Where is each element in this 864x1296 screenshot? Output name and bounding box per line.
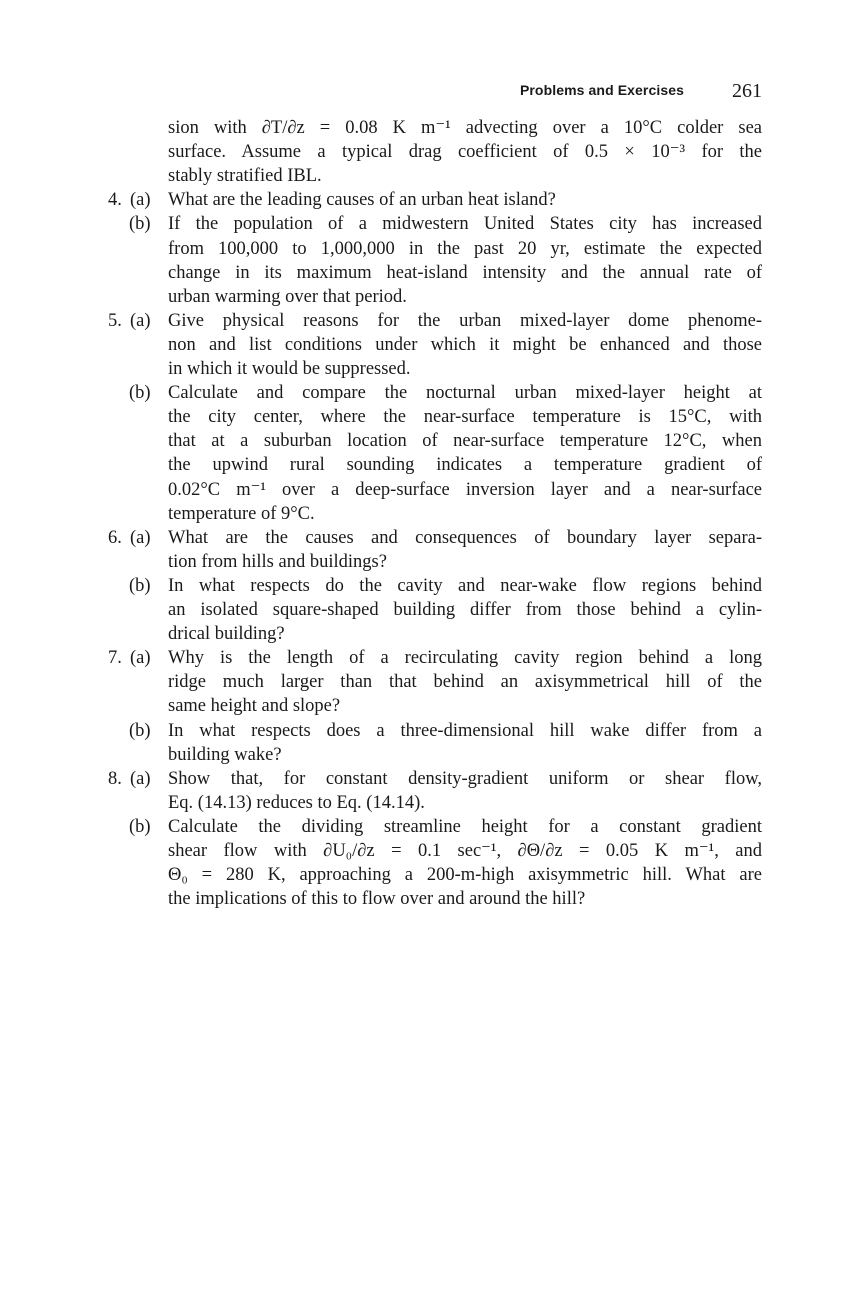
running-head bbox=[0, 80, 762, 104]
text-line: in which it would be suppressed. bbox=[168, 359, 411, 379]
text-line: Calculate and compare the nocturnal urban mixed-layer height at bbox=[168, 383, 762, 404]
text-line: ridge much larger than that behind an axisymmetrical hill of the bbox=[168, 672, 762, 693]
text-line: If the population of a midwestern United States city has increased bbox=[168, 214, 762, 235]
text-line: surface. Assume a typical drag coefficient of 0.5 × 10⁻³ for the bbox=[168, 142, 762, 163]
text-line: Θ₀ = 280 K, approaching a 200-m-high axisymmetric hill. What are bbox=[168, 865, 762, 886]
text-line: urban warming over that period. bbox=[168, 286, 407, 307]
problem-number: 8. bbox=[108, 768, 122, 789]
text-line: shear flow with ∂U₀/∂z = 0.1 sec⁻¹, ∂Θ/∂z = 0.05 K m⁻¹, and bbox=[168, 841, 762, 861]
part-label: (a) bbox=[130, 310, 151, 331]
text-line: temperature of 9°C. bbox=[168, 503, 315, 524]
problem-number: 5. bbox=[108, 310, 122, 331]
part-label: (b) bbox=[129, 214, 151, 235]
text-line: sion with ∂T/∂z = 0.08 K m⁻¹ advecting over a 10°C colder sea bbox=[168, 118, 762, 138]
running-head-title: Problems and Exercises bbox=[519, 82, 684, 98]
part-label: (b) bbox=[129, 816, 151, 837]
text-line: Eq. (14.13) reduces to Eq. (14.14). bbox=[168, 792, 425, 813]
text-line: that at a suburban location of near-surface temperature 12°C, when bbox=[168, 431, 762, 452]
part-label: (a) bbox=[130, 527, 151, 548]
text-line: an isolated square-shaped building differ from those behind a cylin- bbox=[168, 600, 762, 620]
text-line: What are the leading causes of an urban heat island? bbox=[168, 190, 556, 211]
text-line: from 100,000 to 1,000,000 in the past 20 yr, estimate the expected bbox=[168, 238, 762, 259]
text-line: the implications of this to flow over and around the hill? bbox=[168, 889, 586, 910]
text-line: tion from hills and buildings? bbox=[168, 551, 387, 572]
text-line: same height and slope? bbox=[168, 696, 341, 717]
part-label: (b) bbox=[129, 383, 151, 404]
part-label: (a) bbox=[130, 648, 151, 669]
problem-number: 6. bbox=[108, 527, 122, 548]
text-line: drical building? bbox=[168, 624, 285, 645]
part-label: (a) bbox=[130, 190, 151, 211]
text-line: In what respects does a three-dimensional hill wake differ from a bbox=[168, 720, 762, 741]
part-label: (b) bbox=[129, 720, 151, 741]
text-line: stably stratified IBL. bbox=[168, 166, 322, 187]
text-line: 0.02°C m⁻¹ over a deep-surface inversion layer and a near-surface bbox=[168, 479, 762, 500]
text-line: Give physical reasons for the urban mixed-layer dome phenome- bbox=[168, 310, 762, 331]
text-line: non and list conditions under which it might be enhanced and those bbox=[168, 334, 762, 355]
text-line: building wake? bbox=[168, 744, 282, 765]
text-line: What are the causes and consequences of boundary layer separa- bbox=[168, 527, 762, 548]
text-line: Why is the length of a recirculating cavity region behind a long bbox=[168, 648, 762, 669]
text-line: Calculate the dividing streamline height for a constant gradient bbox=[168, 816, 762, 837]
text-line: In what respects do the cavity and near-wake flow regions behind bbox=[168, 575, 762, 596]
problem-number: 4. bbox=[108, 190, 122, 211]
text-line: the upwind rural sounding indicates a temperature gradient of bbox=[168, 455, 762, 476]
text-line: Show that, for constant density-gradient uniform or shear flow, bbox=[168, 768, 762, 789]
page-number: 261 bbox=[732, 80, 762, 102]
problem-number: 7. bbox=[108, 648, 122, 669]
text-line: the city center, where the near-surface temperature is 15°C, with bbox=[168, 407, 762, 428]
text-line: change in its maximum heat-island intensity and the annual rate of bbox=[168, 262, 762, 283]
part-label: (a) bbox=[130, 768, 151, 789]
part-label: (b) bbox=[129, 575, 151, 596]
